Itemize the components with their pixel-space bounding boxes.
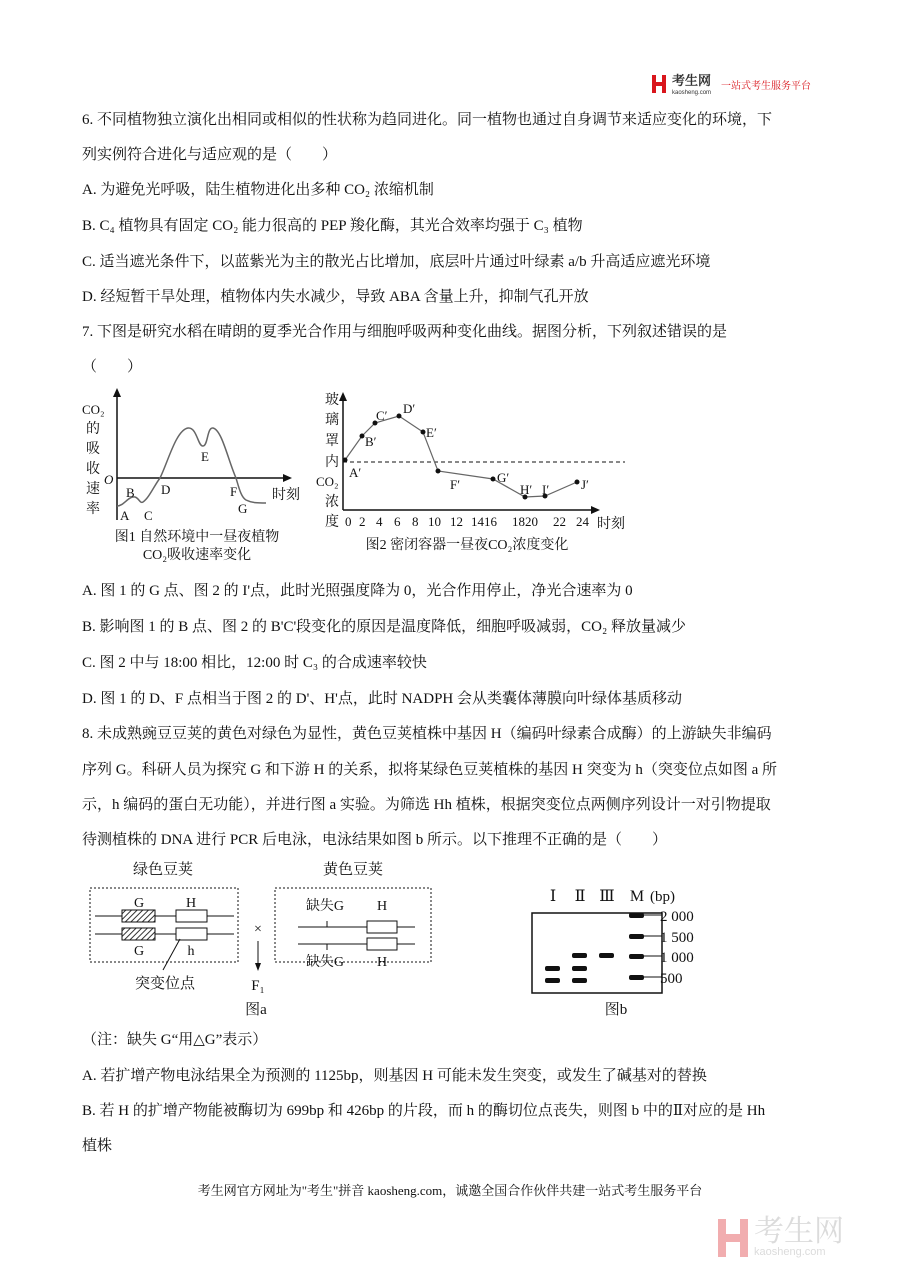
q7-option-b: B. 影响图 1 的 B 点、图 2 的 B'C'段变化的原因是温度降低，细胞呼吸减弱，CO₂ 释放量减少 [82, 619, 686, 635]
lane-label: M [629, 888, 645, 905]
point-b-prime: B′ [365, 434, 377, 449]
marker-label: 1 500 [660, 930, 694, 946]
q6-option-b: B. C₄ 植物具有固定 CO₂ 能力很高的 PEP 羧化酶，其光合效率均强于 C₃ 植物 [82, 218, 583, 234]
x-tick: 24 [576, 514, 589, 529]
point-h-prime: H′ [520, 482, 533, 497]
q6-option-d: D. 经短暂干旱处理，植物体内失水减少，导致 ABA 含量上升，抑制气孔开放 [82, 289, 589, 305]
fig2-ylabel: 浓 [325, 495, 339, 510]
lane-label: Ⅱ [574, 888, 586, 905]
point-g-prime: G′ [497, 470, 510, 485]
deleted-g-label: 缺失G [305, 955, 345, 970]
fig1-ylabel: 速 [86, 482, 100, 497]
q7-option-d: D. 图 1 的 D、F 点相当于图 2 的 D'、H'点，此时 NADPH 会从类囊体薄膜向叶绿体基质移动 [82, 691, 683, 707]
f1-label: F₁ [251, 978, 265, 994]
mutation-site-label: 突变位点 [134, 976, 196, 992]
x-tick: 12 [450, 514, 463, 529]
q7-stem-cont: （ ） [82, 359, 143, 375]
point-c: C [144, 508, 153, 523]
cross-symbol: × [254, 922, 262, 937]
q8-stem-cont: 待测植株的 DNA 进行 PCR 后电泳，电泳结果如图 b 所示。以下推理不正确的是（ ） [82, 832, 668, 848]
x-tick: 22 [553, 514, 566, 529]
x-tick: 1820 [512, 514, 538, 529]
fig2-ylabel: 度 [325, 515, 339, 530]
h-label: H [185, 896, 197, 911]
h-label: H [376, 899, 388, 914]
lane-label: Ⅲ [599, 888, 615, 905]
q7-option-c: C. 图 2 中与 18:00 相比，12:00 时 C₃ 的合成速率较快 [82, 655, 427, 671]
yellow-pod-label: 黄色豆荚 [322, 862, 384, 878]
point-a: A [120, 508, 130, 523]
fig1-caption-cont: CO₂吸收速率变化 [142, 548, 252, 563]
point-i-prime: I′ [542, 482, 550, 497]
q8-stem-cont: 示，h 编码的蛋白无功能），并进行图 a 实验。为筛选 Hh 植株，根据突变位点两侧序列设计一对引物提取 [82, 797, 771, 813]
fig2-ylabel-co2: CO₂ [316, 474, 339, 489]
gel-bands [545, 913, 644, 983]
point-c-prime: C′ [376, 408, 388, 423]
q8-option-a: A. 若扩增产物电泳结果全为预测的 1125bp，则基因 H 可能未发生突变，或发生了碱基对的替换 [82, 1068, 707, 1084]
point-g: G [238, 501, 248, 516]
page-footer: 考生网官方网址为"考生"拼音 kaosheng.com，诚邀全国合作伙伴共建一站式考生服务平台 [197, 1183, 703, 1198]
x-tick: 1416 [471, 514, 497, 529]
watermark-url: kaosheng.com [754, 1246, 826, 1258]
q6-option-a: A. 为避免光呼吸，陆生植物进化出多种 CO₂ 浓缩机制 [82, 182, 434, 198]
watermark-name: 考生网 [754, 1215, 844, 1248]
x-tick: 8 [412, 514, 419, 529]
point-e: E [201, 449, 209, 464]
x-tick: 6 [394, 514, 401, 529]
q6-option-c: C. 适当遮光条件下，以蓝紫光为主的散光占比增加，底层叶片通过叶绿素 a/b 升高适应遮光环境 [82, 254, 711, 270]
point-d-prime: D′ [403, 401, 416, 416]
q8-stem: 8. 未成熟豌豆豆荚的黄色对绿色为显性，黄色豆荚植株中基因 H（编码叶绿素合成酶）的上游缺失非编码 [82, 726, 772, 742]
slogan: 一站式考生服务平台 [721, 80, 812, 92]
watermark-logo-icon [718, 1219, 748, 1257]
watermark [718, 1215, 844, 1258]
point-f: F [230, 484, 238, 499]
fig1-ylabel: 率 [86, 502, 100, 517]
deleted-g-label: 缺失G [305, 899, 345, 914]
point-f-prime: F′ [450, 477, 461, 492]
h-label: H [376, 955, 388, 970]
g-label: G [133, 944, 145, 959]
fig1-ylabel-co2: CO₂ [82, 402, 105, 417]
fig1-ylabel: 吸 [86, 442, 100, 457]
x-tick: 0 [345, 514, 352, 529]
q7-option-a: A. 图 1 的 G 点、图 2 的 I'点，此时光照强度降为 0，光合作用停止，净光合速率为 0 [82, 583, 633, 599]
q8-option-b-cont: 植株 [82, 1138, 113, 1154]
q8-note: （注：缺失 G“用△G”表示） [82, 1032, 268, 1048]
fig1-ylabel: 的 [86, 422, 100, 437]
point-a-prime: A′ [349, 465, 362, 480]
fig2-xlabel: 时刻 [597, 517, 625, 532]
fig2-ylabel: 璃 [325, 413, 339, 428]
q8-option-b: B. 若 H 的扩增产物能被酶切为 699bp 和 426bp 的片段，而 h 的酶切位点丧失，则图 b 中的Ⅱ对应的是 Hh [82, 1103, 766, 1119]
h-mutant-label: h [187, 944, 195, 959]
q6-stem: 6. 不同植物独立演化出相同或相似的性状称为趋同进化。同一植物也通过自身调节来适应变化的环境，下 [82, 112, 773, 128]
point-b: B [126, 485, 135, 500]
x-tick: 2 [359, 514, 366, 529]
fig1-xlabel: 时刻 [272, 488, 300, 503]
fig2-ylabel: 玻 [325, 393, 339, 408]
fig2-caption: 图2 密闭容器一昼夜CO₂浓度变化 [365, 538, 569, 553]
q6-stem-cont: 列实例符合进化与适应观的是（ ） [82, 147, 338, 163]
marker-label: 1 000 [660, 950, 694, 966]
fig2-ylabel: 内 [325, 455, 339, 470]
fig2-ylabel: 罩 [325, 434, 339, 449]
g-label: G [133, 896, 145, 911]
fig-a-caption: 图a [245, 1002, 267, 1018]
x-tick: 10 [428, 514, 441, 529]
marker-label: 2 000 [660, 909, 694, 925]
green-pod-label: 绿色豆荚 [132, 862, 194, 878]
fig-b-caption: 图b [604, 1002, 628, 1018]
logo-text: 考生网 kaosheng.com [672, 73, 712, 96]
x-tick: 4 [376, 514, 383, 529]
origin-label: O [104, 472, 114, 487]
point-e-prime: E′ [426, 425, 437, 440]
fig1-caption: 图1 自然环境中一昼夜植物 [114, 530, 280, 545]
marker-label: 500 [660, 971, 683, 987]
fig1-ylabel: 收 [86, 462, 100, 477]
unit-label: (bp) [650, 889, 675, 905]
q8-stem-cont: 序列 G。科研人员为探究 G 和下游 H 的关系，拟将某绿色豆荚植株的基因 H 突变为 h（突变位点如图 a 所 [82, 762, 777, 778]
lane-label: Ⅰ [549, 888, 557, 905]
q7-stem: 7. 下图是研究水稻在晴朗的夏季光合作用与细胞呼吸两种变化曲线。据图分析，下列叙述错误的是 [82, 324, 728, 340]
point-j-prime: J′ [581, 477, 589, 492]
point-d: D [161, 482, 171, 497]
